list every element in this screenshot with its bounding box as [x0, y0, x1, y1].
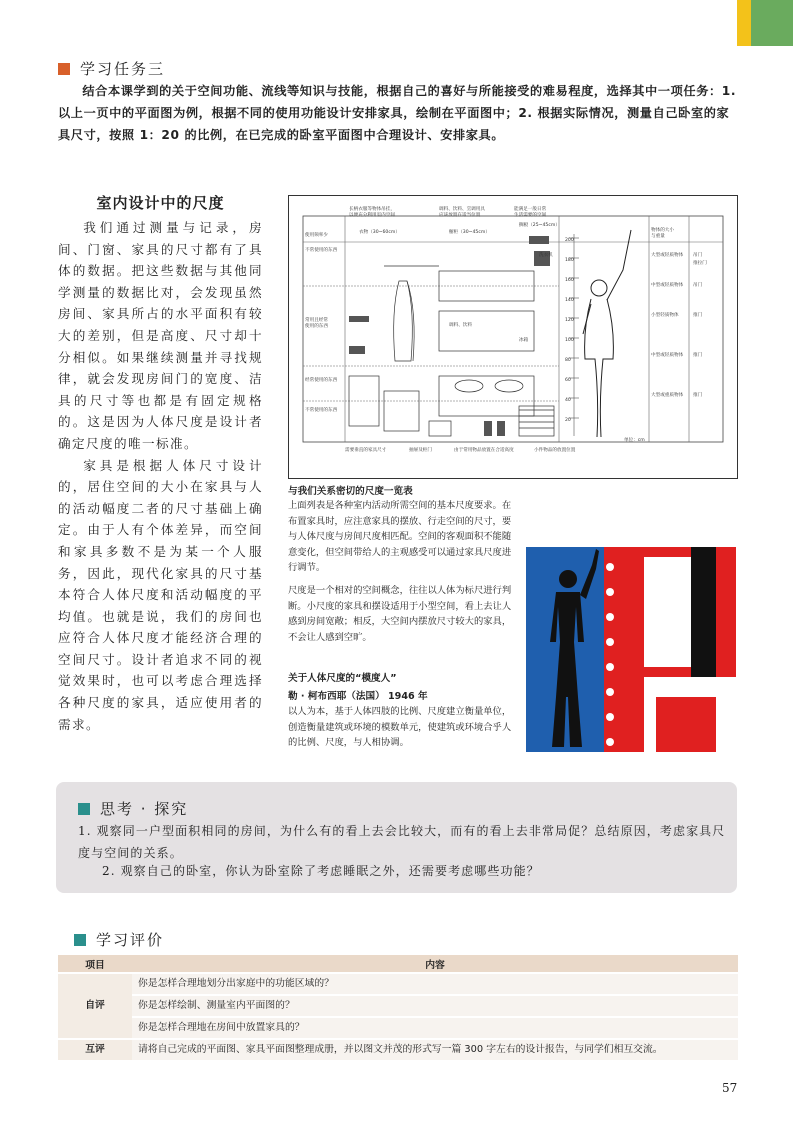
think-box [56, 782, 737, 893]
svg-text:衣物（30~60cm）: 衣物（30~60cm） [359, 230, 400, 235]
teal-square-icon [74, 934, 86, 946]
svg-text:推拉门: 推拉门 [693, 261, 707, 266]
table-header-cell: 内容 [132, 955, 738, 973]
svg-text:80: 80 [565, 358, 571, 363]
page-number: 57 [722, 1081, 738, 1095]
orange-square-icon [58, 63, 70, 75]
figure1-caption-body2: 尺度是一个相对的空间概念，往往以人体为标尺进行判断。小尺度的家具和摆设适用于小型空间，看上去让人感到房间宽敞；相反，大空间内摆放尺寸较大的家具，不会让人感到空旷。 [288, 585, 512, 643]
evaluation-heading-text: 学习评价 [96, 931, 165, 949]
figure1-caption-body: 上面列表是各种室内活动所需空间的基本尺度要求。在布置家具时，应注意家具的摆放、行走空间的尺寸，要与人体尺度与房间尺度相匹配。空间的客观面积不能随意变化，但空间带给人的主观感受可以通过家具尺度进行调节。 [288, 500, 512, 574]
scale-paragraph-2: 家具是根据人体尺寸设计的，居住空间的大小在家具与人的活动幅度二者的尺寸基础上确定。由于人有个体差异，而空间和家具多数不是为某一个人服务，因此，现代化家具的尺寸基本符合人体尺度和活动幅度的平均值。也就是说，我们的房间也应符合人体尺度才能经济合理的空间尺寸。设计者追求不同的视觉效果时，也可以考虑合理选择各种尺度的家具，适应使用者的需求。 [58, 457, 263, 732]
svg-text:长柄衣服等物体吊挂，: 长柄衣服等物体吊挂， [349, 207, 395, 212]
svg-text:不常使用的东西: 不常使用的东西 [305, 248, 338, 253]
think-item-2: 2. 观察自己的卧室，你认为卧室除了考虑睡眠之外，还需要考虑哪些功能？ [102, 864, 540, 878]
scale-section-title: 室内设计中的尺度 [96, 194, 225, 212]
svg-text:吊门: 吊门 [693, 253, 703, 258]
svg-text:生活需要的空间: 生活需要的空间 [514, 213, 547, 218]
modulor-drawing [526, 547, 736, 752]
svg-text:120: 120 [565, 318, 574, 323]
svg-text:小件物品的放置位置: 小件物品的放置位置 [534, 448, 576, 453]
svg-text:抽屉及柜门: 抽屉及柜门 [409, 448, 432, 453]
svg-text:以便充分利用室内空间: 以便充分利用室内空间 [349, 213, 395, 218]
evaluation-heading [74, 929, 164, 950]
svg-text:大型或轻质物体: 大型或轻质物体 [651, 253, 684, 258]
figure1-caption-title: 与我们关系密切的尺度一览表 [288, 486, 413, 497]
think-heading [78, 798, 188, 819]
svg-text:单位：cm: 单位：cm [624, 438, 645, 443]
svg-text:使用频率少: 使用频率少 [305, 233, 328, 238]
svg-text:推门: 推门 [693, 353, 703, 358]
svg-text:大型或重质物体: 大型或重质物体 [651, 393, 684, 398]
svg-text:推门: 推门 [693, 313, 703, 318]
table-row [58, 995, 738, 1017]
svg-text:调料、饮料、烹调用具: 调料、饮料、烹调用具 [439, 207, 485, 212]
table-row [58, 1017, 738, 1039]
svg-text:应该放置在适当位置: 应该放置在适当位置 [439, 213, 481, 218]
corner-tabs [737, 0, 793, 46]
task-heading-text: 学习任务三 [80, 60, 166, 78]
table-row [58, 973, 738, 995]
svg-text:物体的大小: 物体的大小 [651, 228, 674, 233]
svg-text:冰箱: 冰箱 [519, 338, 529, 343]
svg-text:橱柜（30~45cm）: 橱柜（30~45cm） [449, 230, 490, 235]
svg-text:160: 160 [565, 278, 574, 283]
table-category-cell: 互评 [58, 1039, 132, 1061]
dimension-chart-drawing [289, 196, 737, 478]
svg-text:调料、饮料: 调料、饮料 [449, 323, 472, 328]
dimension-chart [288, 195, 738, 479]
task-body: 结合本课学到的关于空间功能、流线等知识与技能，根据自己的喜好与所能接受的难易程度，选择其中一项任务：1. 以上一页中的平面图为例，根据不同的使用功能设计安排家具，绘制在平面图中；2. 根据实际情况，测量自己卧室的家具尺寸，按照 1：20 的比例，在已完成的卧室平面图中合理设计、安排家具。 [58, 84, 737, 142]
svg-text:不常使用的东西: 不常使用的东西 [305, 408, 338, 413]
table-row [58, 1039, 738, 1061]
svg-text:100: 100 [565, 338, 574, 343]
svg-text:经常使用的东西: 经常使用的东西 [305, 378, 338, 383]
scale-section [58, 192, 263, 735]
table-cell: 你是怎样合理地划分出家庭中的功能区域的？ [132, 973, 738, 995]
svg-text:20: 20 [565, 418, 571, 423]
table-header-row [58, 955, 738, 973]
svg-text:使用的东西: 使用的东西 [305, 324, 328, 329]
yellow-tab [737, 0, 751, 46]
table-header-cell: 项目 [58, 955, 132, 973]
table-cell: 请将自己完成的平面图、家具平面图整理成册，并以图文并茂的形式写一篇 300 字左右的设计报告，与同学们相互交流。 [132, 1039, 738, 1061]
svg-text:180: 180 [565, 258, 574, 263]
svg-text:60: 60 [565, 378, 571, 383]
svg-text:140: 140 [565, 298, 574, 303]
green-tab [751, 0, 793, 46]
svg-text:推门: 推门 [693, 393, 703, 398]
svg-text:需要垂直的家具尺寸: 需要垂直的家具尺寸 [345, 448, 387, 453]
svg-text:能满足一般日常: 能满足一般日常 [514, 207, 547, 212]
svg-text:中型或轻质物体: 中型或轻质物体 [651, 283, 684, 288]
modulor-figure [526, 547, 736, 752]
svg-text:与重量: 与重量 [651, 234, 665, 239]
task-heading [58, 58, 165, 79]
svg-text:40: 40 [565, 398, 571, 403]
figure2-caption-body: 以人为本，基于人体四肢的比例、尺度建立衡量单位，创造衡量建筑或环境的模数单元，使建筑或环境合乎人的比例、尺度，与人相协调。 [288, 706, 512, 749]
think-item-1: 1. 观察同一户型面积相同的房间，为什么有的看上去会比较大，而有的看上去非常局促？总结原因，考虑家具尺度与空间的关系。 [78, 824, 726, 860]
svg-text:吊门: 吊门 [693, 283, 703, 288]
svg-text:200: 200 [565, 238, 574, 243]
table-category-cell: 自评 [58, 973, 132, 1039]
svg-text:小型轻质物体: 小型轻质物体 [651, 313, 679, 318]
figure2-author: 勒 · 柯布西耶（法国） 1946 年 [288, 691, 428, 702]
table-cell: 你是怎样绘制、测量室内平面图的？ [132, 995, 738, 1017]
svg-text:由于常用物品放置在合适高度: 由于常用物品放置在合适高度 [454, 448, 514, 453]
svg-text:洗衣机: 洗衣机 [539, 253, 553, 258]
scale-paragraph-1: 我们通过测量与记录，房间、门窗、家具的尺寸都有了具体的数据。把这些数据与其他同学测量的数据比对，会发现虽然房间、家具所占的水平面积有较大的差别，但是高度、尺寸却十分相似。如果继续测量并寻找规律，就会发现房间门的宽度、洁具的尺寸等也都是有固定规格的。这是因为人体尺度是设计者确定尺度的唯一标准。 [58, 220, 263, 451]
figure2-caption-title: 关于人体尺度的“模度人” [288, 673, 397, 684]
svg-text:搁板（25~45cm）: 搁板（25~45cm） [519, 223, 560, 228]
svg-text:常用且经常: 常用且经常 [305, 318, 328, 323]
evaluation-table [58, 955, 738, 1062]
think-heading-text: 思考 · 探究 [100, 800, 189, 818]
svg-text:中型或轻质物体: 中型或轻质物体 [651, 353, 684, 358]
teal-square-icon [78, 803, 90, 815]
table-cell: 你是怎样合理地在房间中放置家具的？ [132, 1017, 738, 1039]
